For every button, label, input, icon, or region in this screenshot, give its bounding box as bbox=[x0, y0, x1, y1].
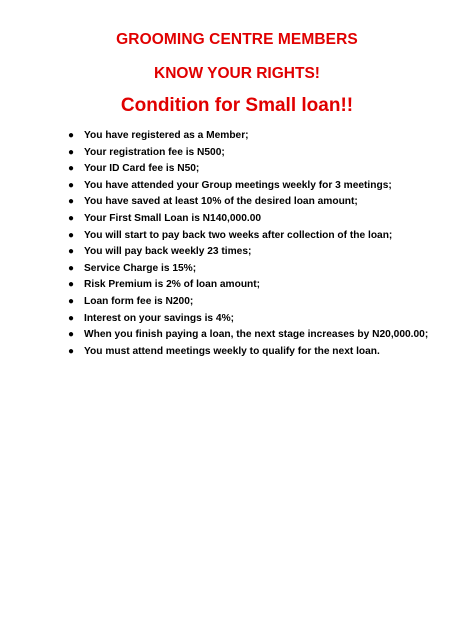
condition-text: You will pay back weekly 23 times; bbox=[84, 246, 252, 258]
list-item bbox=[68, 128, 468, 145]
bullet-icon: ● bbox=[68, 163, 75, 175]
condition-text: Service Charge is 15%; bbox=[84, 262, 197, 274]
list-item bbox=[68, 244, 468, 261]
bullet-icon: ● bbox=[68, 146, 75, 158]
list-item bbox=[68, 327, 468, 344]
title-members: GROOMING CENTRE MEMBERS bbox=[116, 31, 358, 48]
list-item bbox=[68, 194, 468, 211]
conditions-list bbox=[68, 128, 468, 360]
bullet-icon: ● bbox=[68, 312, 75, 324]
bullet-icon: ● bbox=[68, 246, 75, 258]
list-item bbox=[68, 161, 468, 178]
condition-text: Interest on your savings is 4%; bbox=[84, 312, 235, 324]
condition-text: You have registered as a Member; bbox=[84, 130, 249, 141]
list-item bbox=[68, 261, 468, 278]
list-item bbox=[68, 178, 468, 195]
bullet-icon: ● bbox=[68, 345, 75, 357]
bullet-icon: ● bbox=[68, 229, 75, 241]
list-item bbox=[68, 294, 468, 311]
condition-text: You have saved at least 10% of the desired loan amount; bbox=[84, 196, 358, 208]
condition-text: When you finish paying a loan, the next stage increases by N20,000.00; bbox=[84, 329, 429, 341]
title-know-your-rights: KNOW YOUR RIGHTS! bbox=[154, 65, 320, 82]
bullet-icon: ● bbox=[68, 130, 75, 141]
list-item bbox=[68, 211, 468, 228]
bullet-icon: ● bbox=[68, 196, 75, 208]
bullet-icon: ● bbox=[68, 262, 75, 274]
condition-text: You have attended your Group meetings weekly for 3 meetings; bbox=[84, 179, 392, 191]
bullet-icon: ● bbox=[68, 212, 75, 224]
list-item bbox=[68, 277, 468, 294]
list-item bbox=[68, 228, 468, 245]
bullet-icon: ● bbox=[68, 279, 75, 291]
condition-text: Your registration fee is N500; bbox=[84, 146, 225, 158]
condition-text: Your ID Card fee is N50; bbox=[84, 163, 200, 175]
condition-text: Your First Small Loan is N140,000.00 bbox=[84, 212, 262, 224]
condition-text: Loan form fee is N200; bbox=[84, 295, 194, 307]
bullet-icon: ● bbox=[68, 295, 75, 307]
list-item bbox=[68, 311, 468, 328]
list-item bbox=[68, 145, 468, 162]
list-item bbox=[68, 344, 468, 361]
condition-text: Risk Premium is 2% of loan amount; bbox=[84, 279, 261, 291]
bullet-icon: ● bbox=[68, 329, 75, 341]
condition-text: You will start to pay back two weeks after collection of the loan; bbox=[84, 229, 393, 241]
title-small-loan-condition: Condition for Small loan!! bbox=[120, 95, 354, 116]
bullet-icon: ● bbox=[68, 179, 75, 191]
condition-text: You must attend meetings weekly to qualify for the next loan. bbox=[84, 345, 380, 357]
